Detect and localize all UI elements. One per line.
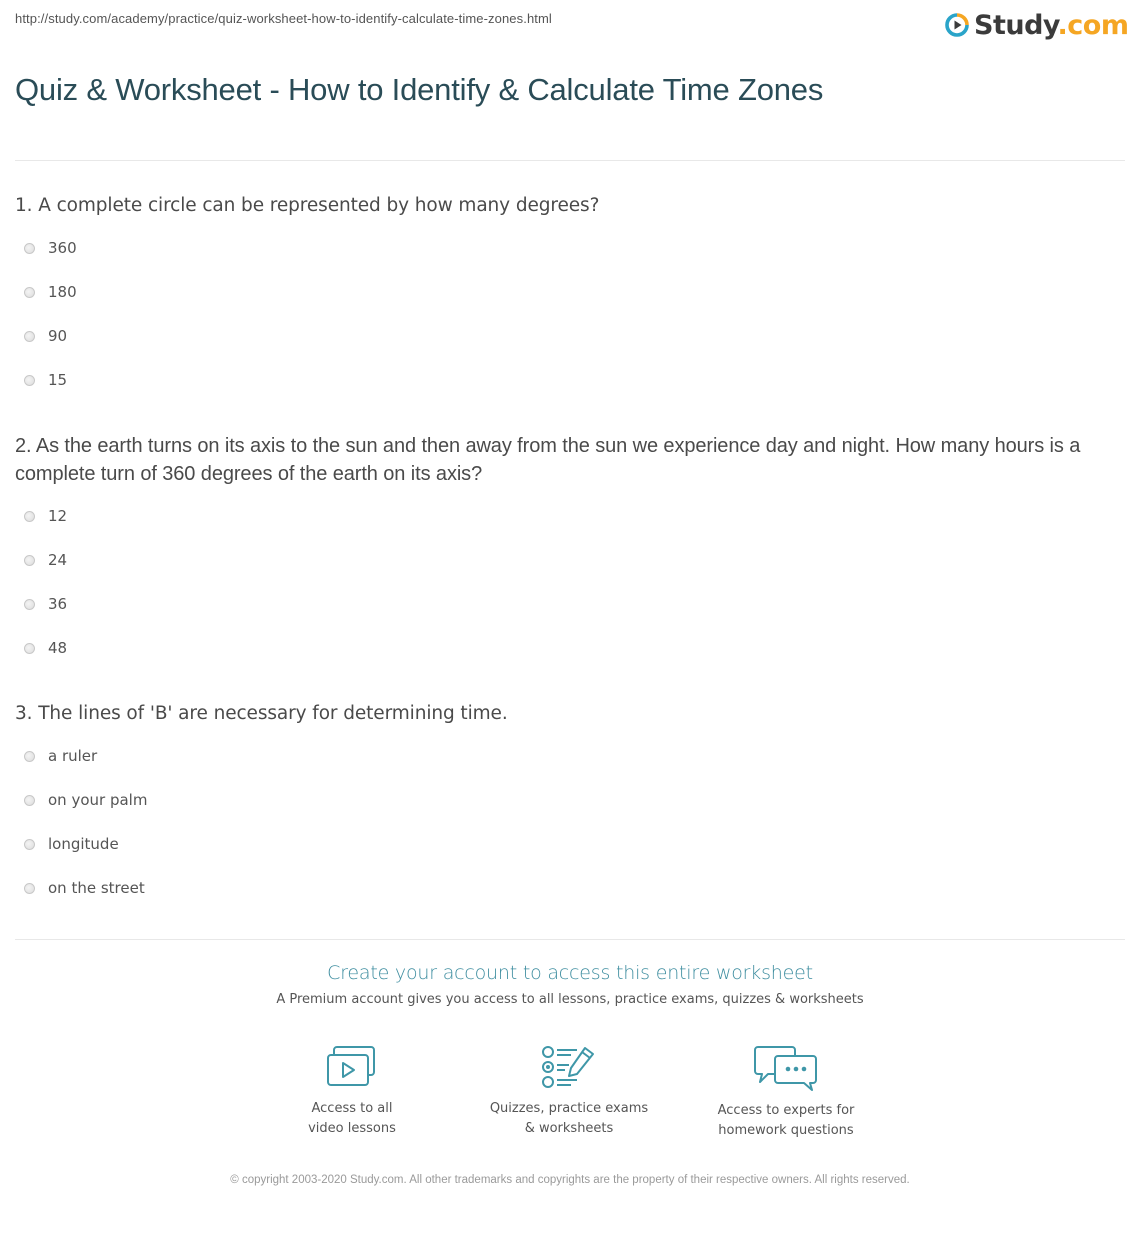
question-2 — [15, 432, 1125, 670]
radio-button[interactable] — [24, 751, 35, 762]
logo-wordmark: Study.com — [974, 9, 1129, 41]
question-text: 3. The lines of 'B' are necessary for determining time. — [15, 703, 508, 724]
answer-option[interactable]: 180 — [15, 270, 1125, 314]
premium-description: A Premium account gives you access to all lessons, practice exams, quizzes & worksheets — [276, 992, 864, 1007]
answer-option[interactable]: 24 — [15, 538, 1125, 582]
feature-video-lessons — [252, 1045, 452, 1139]
radio-button[interactable] — [24, 883, 35, 894]
answer-options — [15, 734, 1125, 910]
radio-button[interactable] — [24, 243, 35, 254]
answer-option[interactable]: on the street — [15, 866, 1125, 910]
divider — [15, 939, 1125, 940]
quiz-checklist-icon — [469, 1045, 669, 1089]
radio-button[interactable] — [24, 643, 35, 654]
answer-options — [15, 494, 1125, 670]
chat-bubbles-icon — [686, 1045, 886, 1091]
radio-button[interactable] — [24, 375, 35, 386]
question-text: 1. A complete circle can be represented by how many degrees? — [15, 195, 600, 216]
feature-label: Access to all video lessons — [308, 1101, 396, 1136]
answer-options — [15, 226, 1125, 402]
answer-option[interactable]: 15 — [15, 358, 1125, 402]
page-title: Quiz & Worksheet - How to Identify & Calculate Time Zones — [15, 72, 824, 107]
page-url: http://study.com/academy/practice/quiz-worksheet-how-to-identify-calculate-time-zones.html — [15, 11, 552, 26]
radio-button[interactable] — [24, 555, 35, 566]
radio-button[interactable] — [24, 287, 35, 298]
study-logo[interactable] — [945, 8, 1128, 42]
feature-experts — [686, 1045, 886, 1141]
feature-quizzes — [469, 1045, 669, 1139]
radio-button[interactable] — [24, 599, 35, 610]
play-circle-icon — [945, 13, 969, 37]
divider — [15, 160, 1125, 161]
answer-option[interactable]: on your palm — [15, 778, 1125, 822]
copyright-notice: © copyright 2003-2020 Study.com. All other trademarks and copyrights are the property of their respective owners. All rights reserved. — [230, 1174, 910, 1186]
answer-option[interactable]: 48 — [15, 626, 1125, 670]
question-3 — [15, 700, 1125, 910]
radio-button[interactable] — [24, 511, 35, 522]
radio-button[interactable] — [24, 839, 35, 850]
question-text: 2. As the earth turns on its axis to the sun and then away from the sun we experience day and night. How many hours is a complete turn of 360 degrees of the earth on its axis? — [15, 435, 1081, 485]
feature-label: Quizzes, practice exams & worksheets — [489, 1101, 649, 1136]
video-lessons-icon — [252, 1045, 452, 1089]
question-1 — [15, 192, 1125, 402]
answer-option[interactable]: 36 — [15, 582, 1125, 626]
answer-option[interactable]: 360 — [15, 226, 1125, 270]
radio-button[interactable] — [24, 331, 35, 342]
answer-option[interactable]: 90 — [15, 314, 1125, 358]
feature-label: Access to experts for homework questions — [717, 1103, 855, 1138]
answer-option[interactable]: longitude — [15, 822, 1125, 866]
answer-option[interactable]: a ruler — [15, 734, 1125, 778]
answer-option[interactable]: 12 — [15, 494, 1125, 538]
create-account-link[interactable]: Create your account to access this entire worksheet — [327, 962, 813, 984]
radio-button[interactable] — [24, 795, 35, 806]
